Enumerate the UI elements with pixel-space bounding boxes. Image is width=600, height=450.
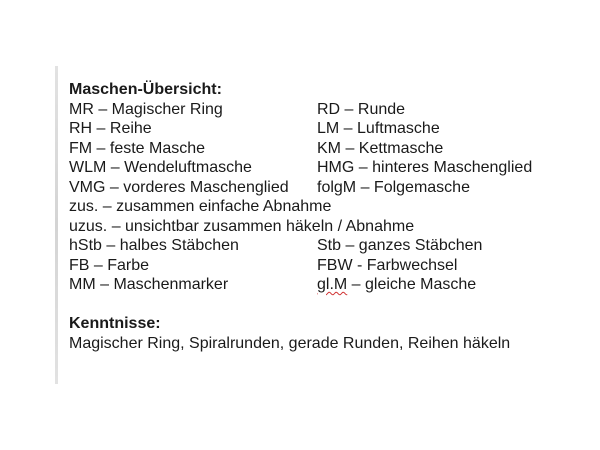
abbreviation-row — [69, 275, 579, 295]
abbreviation-row — [69, 158, 579, 178]
abbreviation-right: folgM – Folgemasche — [317, 178, 470, 196]
abbreviation-row — [69, 119, 579, 139]
document-content — [69, 80, 579, 353]
abbreviation-right: Stb – ganzes Stäbchen — [317, 237, 483, 254]
abbreviation-right — [317, 275, 476, 295]
paragraph-spacer — [69, 295, 579, 315]
overview-heading: Maschen-Übersicht: — [69, 81, 222, 98]
abbreviation-left: hStb – halbes Stäbchen — [69, 237, 239, 254]
abbreviation-left: FM – feste Masche — [69, 139, 206, 157]
spellcheck-marked-word: gl.M — [317, 276, 348, 293]
skills-heading: Kenntnisse: — [69, 315, 161, 332]
abbreviation-row — [69, 256, 579, 276]
abbreviation-left: MR – Magischer Ring — [69, 100, 223, 118]
abbreviation-right: FBW - Farbwechsel — [317, 256, 458, 274]
abbreviation-full-line: zus. – zusammen einfache Abnahme — [69, 198, 332, 215]
abbreviation-row — [69, 178, 579, 198]
abbreviation-left: VMG – vorderes Maschenglied — [69, 178, 289, 196]
abbreviation-full-line: uzus. – unsichtbar zusammen häkeln / Abnahme — [69, 217, 415, 235]
abbreviation-left: FB – Farbe — [69, 256, 150, 274]
abbreviation-row — [69, 100, 579, 120]
skills-text: Magischer Ring, Spiralrunden, gerade Runden, Reihen häkeln — [69, 334, 511, 352]
abbreviation-row — [69, 236, 579, 256]
abbreviation-right-rest: – gleiche Masche — [347, 276, 477, 293]
abbreviation-right: LM – Luftmasche — [317, 120, 440, 137]
abbreviation-right: KM – Kettmasche — [317, 139, 444, 157]
abbreviation-left: MM – Maschenmarker — [69, 276, 229, 293]
abbreviation-left: RH – Reihe — [69, 120, 152, 137]
abbreviation-right: RD – Runde — [317, 100, 406, 118]
abbreviation-left: WLM – Wendeluftmasche — [69, 159, 252, 176]
abbreviation-row — [69, 139, 579, 159]
page-margin-line — [55, 66, 58, 384]
abbreviation-right: HMG – hinteres Maschenglied — [317, 159, 533, 176]
